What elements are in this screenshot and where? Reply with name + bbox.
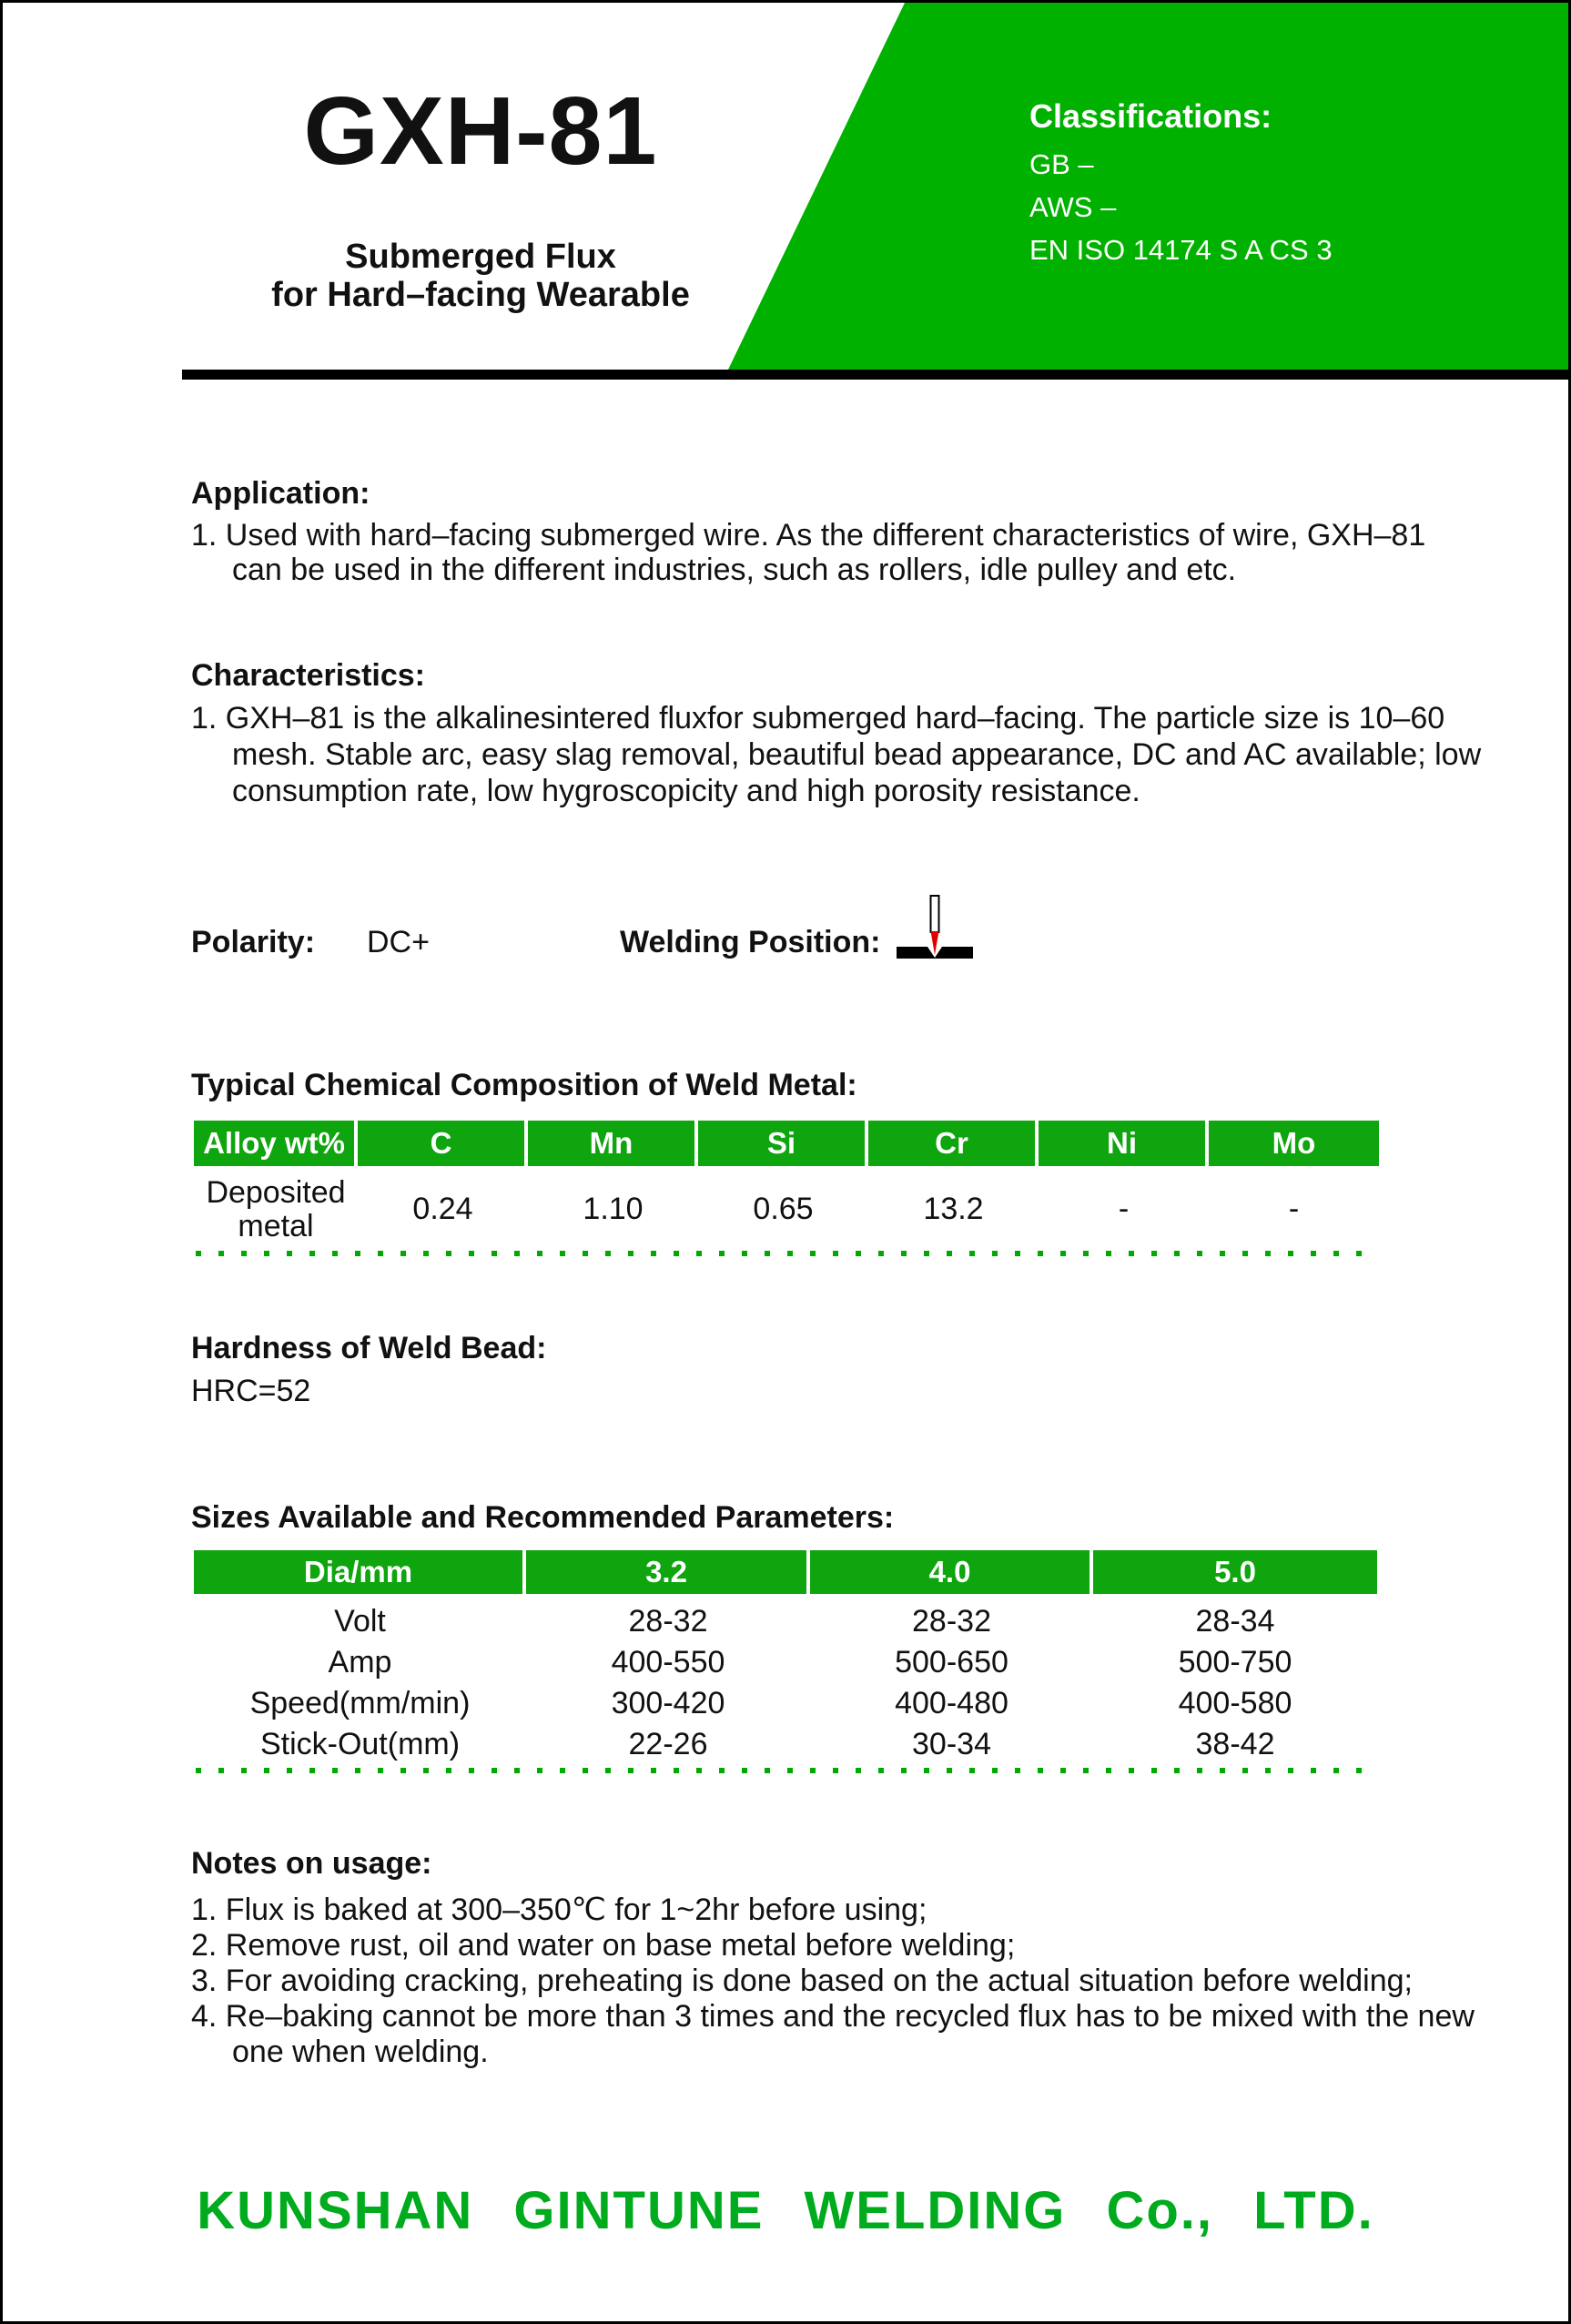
- sizes-cell: 400-580: [1178, 1686, 1292, 1720]
- chem-value-si: 0.65: [753, 1192, 814, 1226]
- chemical-table-data-row: [194, 1166, 1379, 1253]
- dotted-separator-sizes: [196, 1768, 1379, 1773]
- sizes-col-dia: Dia/mm: [194, 1550, 526, 1594]
- note-item-1: 1. Flux is baked at 300–350℃ for 1~2hr before using;: [191, 1893, 927, 1927]
- sizes-row-volt: [194, 1601, 1377, 1642]
- classification-eniso: EN ISO 14174 S A CS 3: [1029, 234, 1333, 266]
- polarity-label: Polarity:: [191, 925, 316, 959]
- company-logo-text: KUNSHAN GINTUNE WELDING Co., LTD.: [197, 2181, 1374, 2240]
- sizes-cell: 28-32: [628, 1604, 708, 1639]
- chemical-composition-table: [194, 1121, 1379, 1253]
- chem-row-label: Deposited metal: [206, 1174, 346, 1243]
- chem-value-cr: 13.2: [923, 1192, 984, 1226]
- chem-col-c: C: [358, 1121, 528, 1166]
- chem-col-ni: Ni: [1039, 1121, 1209, 1166]
- chem-value-mo: -: [1288, 1192, 1300, 1226]
- sizes-col-50: 5.0: [1093, 1550, 1377, 1594]
- classifications-title: Classifications:: [1029, 97, 1272, 135]
- classification-aws: AWS –: [1029, 191, 1117, 223]
- chem-value-mn: 1.10: [583, 1192, 644, 1226]
- characteristics-line-2: mesh. Stable arc, easy slag removal, beautiful bead appearance, DC and AC available; low: [232, 737, 1482, 772]
- welding-position-label: Welding Position:: [620, 925, 881, 959]
- hardness-heading: Hardness of Weld Bead:: [191, 1331, 547, 1365]
- header-divider-line: [182, 370, 1568, 380]
- classification-gb: GB –: [1029, 148, 1094, 180]
- sizes-row-label: Stick-Out(mm): [259, 1727, 461, 1761]
- subtitle-line-2: for Hard–facing Wearable: [271, 276, 690, 314]
- product-subtitle: [185, 238, 776, 314]
- classifications-block: [1029, 97, 1333, 271]
- application-text: [191, 518, 1425, 587]
- sizes-cell: 30-34: [912, 1727, 991, 1761]
- sizes-cell: 28-32: [912, 1604, 991, 1639]
- characteristics-line-1: 1. GXH–81 is the alkalinesintered fluxfor submerged hard–facing. The particle size is 10–60: [191, 701, 1445, 736]
- note-item-3: 3. For avoiding cracking, preheating is done based on the actual situation before welding;: [191, 1964, 1413, 1998]
- note-item-4-cont: one when welding.: [232, 2035, 489, 2069]
- sizes-cell: 28-34: [1195, 1604, 1275, 1639]
- chem-col-alloy: Alloy wt%: [194, 1121, 358, 1166]
- sizes-row-speed: [194, 1683, 1377, 1724]
- sizes-row-label: Volt: [334, 1604, 386, 1639]
- application-line-2: can be used in the different industries, such as rollers, idle pulley and etc.: [232, 553, 1237, 587]
- green-banner-shape: [3, 3, 1568, 370]
- page-title: GXH-81: [303, 77, 658, 185]
- sizes-cell: 500-650: [895, 1645, 1008, 1680]
- sizes-cell: 300-420: [611, 1686, 725, 1720]
- sizes-heading: Sizes Available and Recommended Parameters:: [191, 1500, 895, 1535]
- sizes-cell: 38-42: [1195, 1727, 1275, 1761]
- flat-welding-position-icon: [895, 895, 975, 965]
- application-heading: Application:: [191, 476, 370, 511]
- notes-list: [191, 1893, 1475, 2070]
- characteristics-line-3: consumption rate, low hygroscopicity and high porosity resistance.: [232, 774, 1140, 808]
- sizes-col-40: 4.0: [810, 1550, 1093, 1594]
- subtitle-line-1: Submerged Flux: [345, 238, 616, 276]
- sizes-cell: 400-480: [895, 1686, 1008, 1720]
- chem-col-mn: Mn: [528, 1121, 698, 1166]
- chem-col-si: Si: [698, 1121, 868, 1166]
- notes-heading: Notes on usage:: [191, 1846, 432, 1881]
- note-item-4: 4. Re–baking cannot be more than 3 times and the recycled flux has to be mixed with the new: [191, 1999, 1475, 2034]
- characteristics-text: [191, 700, 1481, 809]
- chem-value-ni: -: [1118, 1192, 1130, 1226]
- chem-value-c: 0.24: [412, 1192, 473, 1226]
- sizes-row-label: Amp: [328, 1645, 392, 1680]
- sizes-row-amp: [194, 1642, 1377, 1683]
- sizes-col-32: 3.2: [526, 1550, 810, 1594]
- note-item-2: 2. Remove rust, oil and water on base metal before welding;: [191, 1928, 1016, 1963]
- polarity-value: DC+: [367, 925, 430, 959]
- sizes-row-label: Speed(mm/min): [249, 1686, 471, 1720]
- sizes-row-stickout: [194, 1724, 1377, 1765]
- sizes-cell: 400-550: [611, 1645, 725, 1680]
- sizes-cell: 500-750: [1178, 1645, 1292, 1680]
- chem-col-cr: Cr: [868, 1121, 1039, 1166]
- sizes-table-header-row: [194, 1550, 1377, 1594]
- sizes-cell: 22-26: [628, 1727, 708, 1761]
- sizes-table: [194, 1550, 1377, 1765]
- chemical-table-header-row: [194, 1121, 1379, 1166]
- dotted-separator-chemical: [196, 1251, 1379, 1256]
- characteristics-heading: Characteristics:: [191, 658, 426, 693]
- application-line-1: 1. Used with hard–facing submerged wire. As the different characteristics of wire, GXH–81: [191, 518, 1426, 553]
- hardness-value: HRC=52: [191, 1374, 311, 1408]
- chem-col-mo: Mo: [1209, 1121, 1379, 1166]
- chemical-heading: Typical Chemical Composition of Weld Metal:: [191, 1068, 857, 1102]
